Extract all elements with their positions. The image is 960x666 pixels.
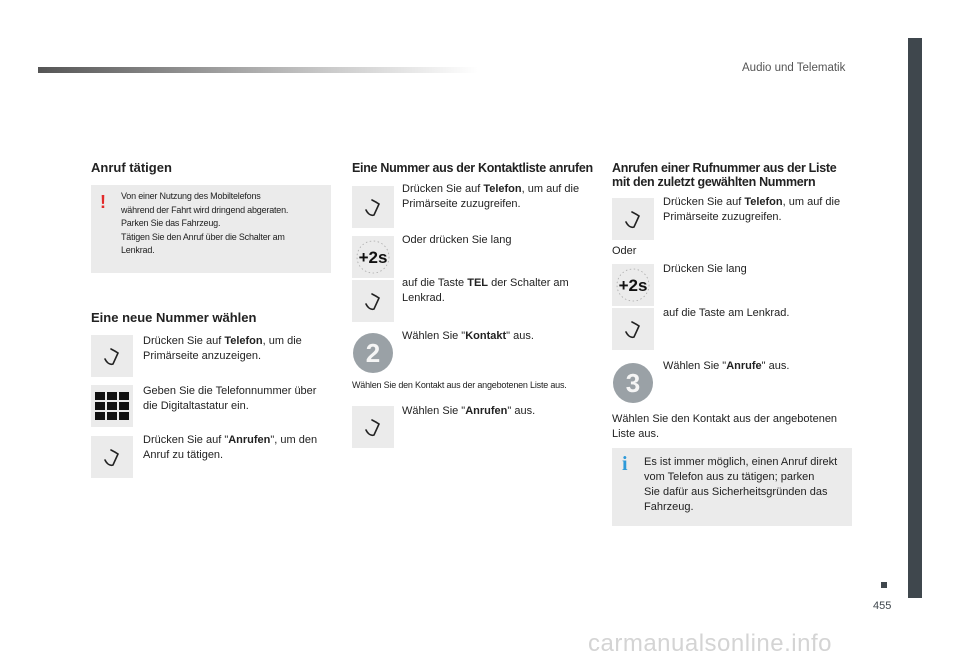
warning-icon: ! — [100, 192, 106, 212]
phone-icon — [352, 280, 394, 322]
info-box — [612, 448, 852, 526]
section-title-neue-nummer: Eine neue Nummer wählen — [91, 310, 257, 325]
step-number-2: 2 — [353, 333, 393, 373]
long-press-icon — [612, 264, 654, 306]
long-press-label: +2s — [618, 276, 648, 295]
page-marker — [881, 582, 887, 588]
watermark: carmanualsonline.info — [588, 630, 832, 657]
warning-box — [91, 185, 331, 273]
col3-step2-text: Drücken Sie lang — [663, 263, 747, 275]
col3-note: Wählen Sie den Kontakt aus der angebotenen Liste aus. — [612, 413, 838, 440]
phone-icon — [612, 198, 654, 240]
phone-icon — [91, 335, 133, 377]
section-title-anruf: Anruf tätigen — [91, 160, 172, 175]
keypad-icon — [91, 385, 133, 427]
step-number-3: 3 — [613, 363, 653, 403]
header-gradient-bar — [38, 67, 478, 73]
phone-icon — [91, 436, 133, 478]
col3-oder: Oder — [612, 245, 637, 257]
long-press-icon — [352, 236, 394, 278]
col3-step3-text: auf die Taste am Lenkrad. — [663, 307, 790, 319]
header-title: Audio und Telematik — [742, 62, 846, 74]
phone-icon — [352, 406, 394, 448]
col1-step1-text: Drücken Sie auf Telefon, um die Primärseite anzuzeigen. — [143, 335, 302, 362]
phone-icon — [352, 186, 394, 228]
warning-text: Von einer Nutzung des Mobiltelefons während der Fahrt wird dringend abgeraten. Parken Sie das Fahrzeug. Tätigen Sie den Anruf über die Schalter am Lenkrad. — [121, 191, 289, 255]
col1-step2-text: Geben Sie die Telefonnummer über die Digitaltastatur ein. — [143, 385, 317, 412]
col2-note: Wählen Sie den Kontakt aus der angebotenen Liste aus. — [352, 380, 567, 390]
long-press-label: +2s — [358, 248, 388, 267]
col3-step4-text: Wählen Sie "Anrufe" aus. — [663, 360, 790, 372]
col1-step3-text: Drücken Sie auf "Anrufen", um den Anruf zu tätigen. — [143, 434, 318, 461]
phone-icon — [612, 308, 654, 350]
section-title-zuletzt-gewaehlt: Anrufen einer Rufnummer aus der Liste mit den zuletzt gewählten Nummern — [612, 161, 837, 189]
side-tab-bar — [908, 38, 922, 598]
col2-step1-text: Drücken Sie auf Telefon, um auf die Primärseite zuzugreifen. — [402, 183, 580, 210]
col2-step4-text: Wählen Sie "Kontakt" aus. — [402, 330, 534, 342]
info-icon: i — [622, 453, 628, 475]
col3-step1-text: Drücken Sie auf Telefon, um auf die Primärseite zuzugreifen. — [663, 196, 841, 223]
col2-step3-text: auf die Taste TEL der Schalter am Lenkrad. — [402, 277, 569, 304]
col2-step2-text: Oder drücken Sie lang — [402, 234, 512, 246]
col2-step5-text: Wählen Sie "Anrufen" aus. — [402, 405, 536, 417]
page-number: 455 — [873, 600, 892, 612]
info-text: Es ist immer möglich, einen Anruf direkt vom Telefon aus zu tätigen; parken Sie dafür aus Sicherheitsgründen das Fahrzeug. — [644, 456, 838, 513]
section-title-kontaktliste: Eine Nummer aus der Kontaktliste anrufen — [352, 161, 593, 175]
